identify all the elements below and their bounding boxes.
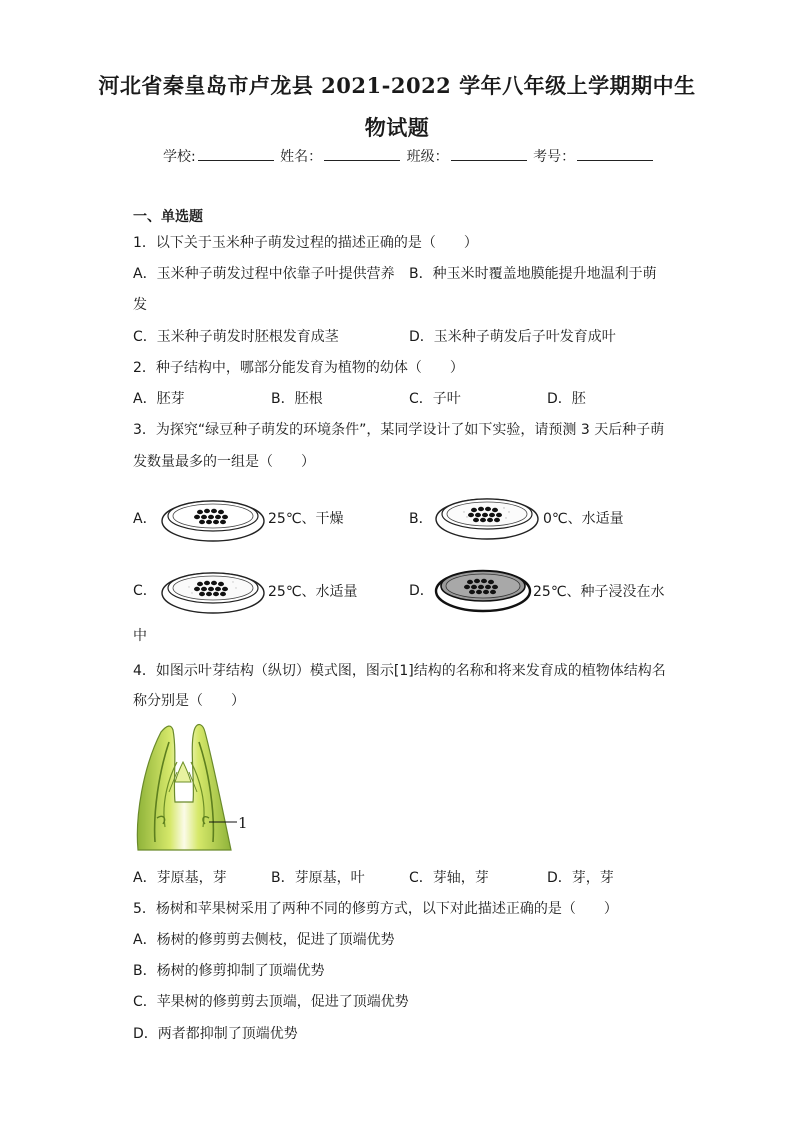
- question-1-option-b[interactable]: B．种玉米时覆盖地膜能提升地温利于萌: [409, 266, 657, 282]
- school-label: 学校:: [163, 149, 196, 165]
- question-5-option-d[interactable]: D．两者都抑制了顶端优势: [133, 1026, 298, 1042]
- question-1-option-c[interactable]: C．玉米种子萌发时胚根发育成茎: [133, 329, 339, 345]
- question-5-option-a[interactable]: A．杨树的修剪剪去侧枝，促进了顶端优势: [133, 932, 395, 948]
- question-3-option-d-cont: 中: [133, 628, 147, 644]
- question-3-option-b-label[interactable]: B．: [409, 511, 433, 527]
- question-4-option-a[interactable]: A．芽原基，芽: [133, 870, 227, 886]
- petri-dish-submerged-icon: [434, 564, 532, 614]
- question-2-stem: 2．种子结构中，哪部分能发育为植物的幼体（ ）: [133, 360, 464, 376]
- question-4-option-d[interactable]: D．芽，芽: [547, 870, 614, 886]
- question-3-option-b-text: 0℃、水适量: [543, 511, 624, 527]
- question-4-option-b[interactable]: B．芽原基，叶: [271, 870, 365, 886]
- question-3-option-d-label[interactable]: D．: [409, 583, 434, 599]
- question-5-stem: 5．杨树和苹果树采用了两种不同的修剪方式，以下对此描述正确的是（ ）: [133, 901, 618, 917]
- name-label: 姓名：: [280, 149, 323, 165]
- school-blank[interactable]: [198, 146, 274, 161]
- question-2-option-c[interactable]: C．子叶: [409, 391, 461, 407]
- question-3-option-d-text: 25℃、种子浸没在水: [533, 584, 665, 600]
- question-4-stem-line1: 4．如图示叶芽结构（纵切）模式图，图示[1]结构的名称和将来发育成的植物体结构名: [133, 663, 666, 679]
- question-3-option-a-label[interactable]: A．: [133, 511, 157, 527]
- question-1-option-b-cont: 发: [133, 297, 147, 313]
- question-2-option-b[interactable]: B．胚根: [271, 391, 323, 407]
- exam-number-blank[interactable]: [577, 146, 653, 161]
- page-title: 河北省秦皇岛市卢龙县 2021-2022 学年八年级上学期期中生: [98, 73, 696, 98]
- petri-dish-dry-icon: [160, 494, 266, 544]
- question-5-option-c[interactable]: C．苹果树的修剪剪去顶端，促进了顶端优势: [133, 994, 409, 1010]
- question-4-stem-line2: 称分别是（ ）: [133, 693, 245, 709]
- page-title-line2: 物试题: [364, 115, 430, 140]
- question-4-option-c[interactable]: C．芽轴，芽: [409, 870, 489, 886]
- question-2-option-a[interactable]: A．胚芽: [133, 391, 185, 407]
- question-1-option-d[interactable]: D．玉米种子萌发后子叶发育成叶: [409, 329, 616, 345]
- question-3-option-a-text: 25℃、干燥: [268, 511, 344, 527]
- figure-label-1: 1: [238, 814, 248, 832]
- question-3-option-c-label[interactable]: C．: [133, 583, 157, 599]
- petri-dish-cold-icon: [434, 492, 540, 542]
- question-2-option-d[interactable]: D．胚: [547, 391, 586, 407]
- class-blank[interactable]: [451, 146, 527, 161]
- question-1-stem: 1．以下关于玉米种子萌发过程的描述正确的是（ ）: [133, 235, 478, 251]
- question-1-option-a[interactable]: A．玉米种子萌发过程中依靠子叶提供营养: [133, 266, 395, 282]
- leaf-bud-figure: [133, 722, 258, 856]
- exam-number-label: 考号：: [533, 149, 576, 165]
- question-5-option-b[interactable]: B．杨树的修剪抑制了顶端优势: [133, 963, 325, 979]
- question-3-stem-line1: 3．为探究“绿豆种子萌发的环境条件”，某同学设计了如下实验，请预测 3 天后种子萌: [133, 422, 665, 438]
- section-title: 一、单选题: [133, 209, 203, 225]
- name-blank[interactable]: [324, 146, 400, 161]
- question-3-option-c-text: 25℃、水适量: [268, 584, 358, 600]
- info-fields: [163, 146, 655, 166]
- question-3-stem-line2: 发数量最多的一组是（ ）: [133, 454, 315, 470]
- class-label: 班级：: [406, 149, 449, 165]
- petri-dish-moist-icon: [160, 566, 266, 616]
